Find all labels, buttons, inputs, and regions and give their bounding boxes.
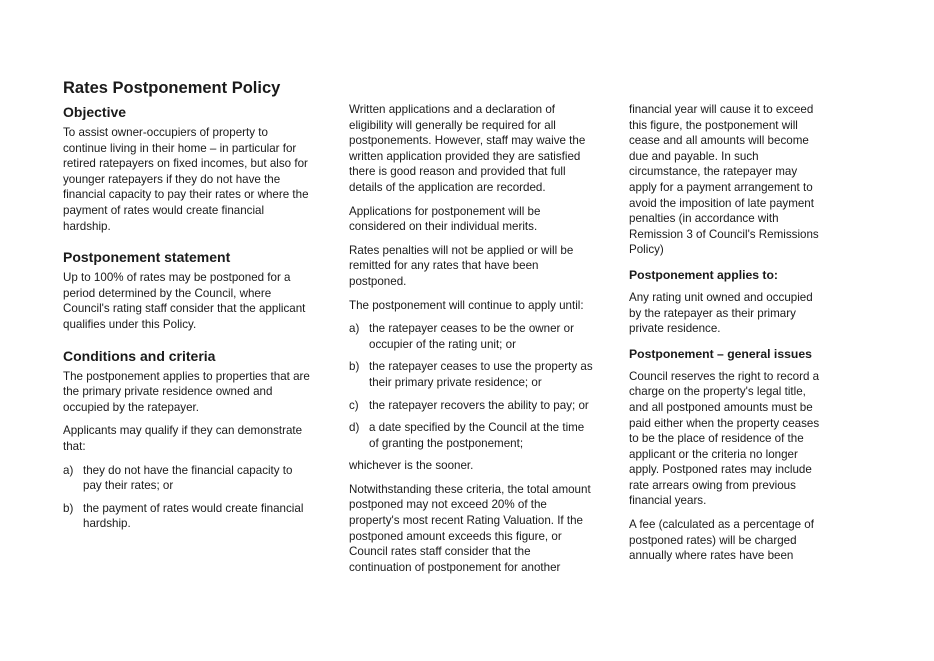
conditions-paragraph-2: Applicants may qualify if they can demonstrate that: — [63, 424, 303, 453]
objective-text: To assist owner-occupiers of property to continue living in their home – in particular for retired ratepayers on fixed incomes, but also for younger ratepayers if they do not have the financial capacity to pay their rates or where the payment of rates would create financial hardship. — [63, 126, 309, 233]
list-item — [349, 359, 594, 390]
list-text: they do not have the financial capacity to pay their rates; or — [83, 463, 293, 493]
list-marker: a) — [349, 322, 360, 336]
applies-heading: Postponement applies to: — [629, 267, 778, 282]
conditions-heading: Conditions and criteria — [63, 347, 216, 364]
list-text: the ratepayer ceases to be the owner or occupier of the rating unit; or — [369, 322, 574, 351]
list-item — [349, 398, 594, 414]
objective-heading: Objective — [63, 104, 127, 120]
list-item — [63, 463, 311, 494]
list-marker: a) — [63, 463, 74, 477]
list-item — [349, 420, 594, 451]
penalties-paragraph: Rates penalties will not be applied or will be remitted for any rates that have been postponed. — [349, 243, 574, 288]
list-marker: c) — [349, 398, 359, 412]
list-item — [63, 501, 311, 532]
column-2 — [349, 102, 594, 583]
general-issues-paragraph-2: A fee (calculated as a percentage of postponed rates) will be charged annually where rates have been — [629, 518, 814, 563]
list-marker: b) — [63, 501, 74, 515]
column-1 — [63, 103, 311, 539]
page-title: Rates Postponement Policy — [63, 79, 281, 97]
continuation-paragraph: financial year will cause it to exceed this figure, the postponement will cease and all amounts will become due and payable. In such circumstance, the ratepayer may apply for a payment arrangement to avoid the imposition of late payment penalties (in accordance with Remission 3 of Council's Remissions Policy) — [629, 103, 819, 257]
applications-paragraph: Written applications and a declaration of eligibility will generally be required for all postponements. However, staff may waive the written application provided they are satisfied there is good reason and provided that full details of the application are recorded. — [349, 103, 586, 194]
statement-heading: Postponement statement — [63, 249, 231, 266]
general-issues-paragraph-1: Council reserves the right to record a charge on the property's legal title, and all postponed amounts must be paid either when the property ceases to be the place of residence of the applicant or the criteria no longer apply. Postponed rates may include rate arrears owing from previous financial years. — [629, 369, 820, 508]
notwithstanding-paragraph: Notwithstanding these criteria, the total amount postponed may not exceed 20% of the property's most recent Rating Valuation. If the postponed amount exceeds this figure, or Council rates staff consider that the continuation of postponement for another — [349, 482, 591, 574]
list-marker: b) — [349, 360, 360, 374]
statement-text: Up to 100% of rates may be postponed for a period determined by the Council, where Council's rating staff consider that the applicant qualifies under this Policy. — [63, 271, 306, 331]
column-3 — [629, 102, 821, 572]
sooner-paragraph: whichever is the sooner. — [349, 459, 474, 473]
list-text: a date specified by the Council at the time of granting the postponement; — [369, 421, 585, 450]
conditions-paragraph-1: The postponement applies to properties that are the primary private residence owned and occupied by the ratepayer. — [63, 369, 310, 414]
merits-paragraph: Applications for postponement will be considered on their individual merits. — [349, 204, 541, 234]
list-text: the ratepayer recovers the ability to pay; or — [369, 398, 589, 412]
continue-paragraph: The postponement will continue to apply until: — [349, 298, 584, 312]
general-issues-heading: Postponement – general issues — [629, 346, 812, 361]
list-text: the payment of rates would create financial hardship. — [83, 501, 304, 531]
list-text: the ratepayer ceases to use the property as their primary private residence; or — [369, 360, 593, 389]
list-marker: d) — [349, 421, 360, 435]
applies-text: Any rating unit owned and occupied by the ratepayer as their primary private residence. — [629, 290, 813, 336]
list-item — [349, 321, 594, 352]
